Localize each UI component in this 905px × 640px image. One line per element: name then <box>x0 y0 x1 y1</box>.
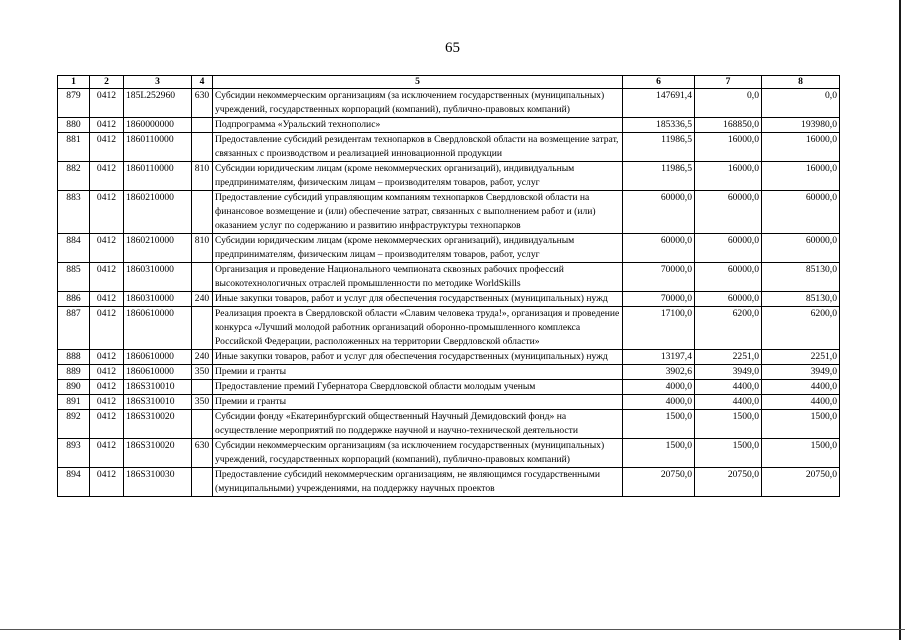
target-article-cell: 1860610000 <box>124 350 192 365</box>
header-row <box>58 76 840 89</box>
amount-year1-cell: 1500,0 <box>623 439 695 468</box>
row-number-cell: 890 <box>58 380 90 395</box>
amount-year2-cell: 1500,0 <box>695 439 762 468</box>
target-article-cell: 186S310010 <box>124 395 192 410</box>
header-cell: 1 <box>58 76 90 89</box>
expense-type-cell: 810 <box>192 162 213 191</box>
expense-type-cell <box>192 118 213 133</box>
target-article-cell: 1860610000 <box>124 307 192 350</box>
expense-type-cell: 240 <box>192 350 213 365</box>
table-row <box>58 133 840 162</box>
amount-year1-cell: 70000,0 <box>623 263 695 292</box>
amount-year3-cell: 3949,0 <box>762 365 840 380</box>
section-code-cell: 0412 <box>90 395 124 410</box>
table-row <box>58 380 840 395</box>
header-cell: 7 <box>695 76 762 89</box>
row-number-cell: 894 <box>58 468 90 497</box>
table-row <box>58 162 840 191</box>
table-row <box>58 395 840 410</box>
section-code-cell: 0412 <box>90 133 124 162</box>
item-name-cell: Реализация проекта в Свердловской области «Славим человека труда!», организация и проведение конкурса «Лучший молодой работник организаций оборонно-промышленного комплекса Российской Федерации, расположенных на территории Свердловской области» <box>213 307 623 350</box>
section-code-cell: 0412 <box>90 89 124 118</box>
amount-year2-cell: 60000,0 <box>695 234 762 263</box>
row-number-cell: 881 <box>58 133 90 162</box>
expense-type-cell <box>192 468 213 497</box>
table-row <box>58 410 840 439</box>
target-article-cell: 186S310020 <box>124 410 192 439</box>
amount-year3-cell: 4400,0 <box>762 380 840 395</box>
expense-type-cell: 630 <box>192 439 213 468</box>
amount-year3-cell: 0,0 <box>762 89 840 118</box>
amount-year2-cell: 16000,0 <box>695 133 762 162</box>
row-number-cell: 886 <box>58 292 90 307</box>
table-row <box>58 89 840 118</box>
section-code-cell: 0412 <box>90 365 124 380</box>
item-name-cell: Премии и гранты <box>213 395 623 410</box>
row-number-cell: 887 <box>58 307 90 350</box>
expense-type-cell: 350 <box>192 395 213 410</box>
section-code-cell: 0412 <box>90 350 124 365</box>
amount-year3-cell: 1500,0 <box>762 410 840 439</box>
amount-year3-cell: 4400,0 <box>762 395 840 410</box>
expense-type-cell <box>192 133 213 162</box>
row-number-cell: 888 <box>58 350 90 365</box>
target-article-cell: 1860110000 <box>124 162 192 191</box>
amount-year3-cell: 60000,0 <box>762 234 840 263</box>
amount-year1-cell: 20750,0 <box>623 468 695 497</box>
item-name-cell: Предоставление субсидий некоммерческим организациям, не являющимся государственными (муниципальными) учреждениями, на поддержку научных проектов <box>213 468 623 497</box>
expense-type-cell: 630 <box>192 89 213 118</box>
item-name-cell: Предоставление субсидий резидентам технопарков в Свердловской области на возмещение затрат, связанных с производством и реализацией инновационной продукции <box>213 133 623 162</box>
amount-year2-cell: 20750,0 <box>695 468 762 497</box>
table-header <box>58 76 840 89</box>
amount-year1-cell: 70000,0 <box>623 292 695 307</box>
amount-year1-cell: 17100,0 <box>623 307 695 350</box>
item-name-cell: Подпрограмма «Уральский технополис» <box>213 118 623 133</box>
amount-year2-cell: 60000,0 <box>695 292 762 307</box>
row-number-cell: 883 <box>58 191 90 234</box>
amount-year3-cell: 16000,0 <box>762 133 840 162</box>
header-cell: 8 <box>762 76 840 89</box>
amount-year2-cell: 60000,0 <box>695 191 762 234</box>
target-article-cell: 186S310030 <box>124 468 192 497</box>
section-code-cell: 0412 <box>90 292 124 307</box>
amount-year3-cell: 2251,0 <box>762 350 840 365</box>
table-row <box>58 439 840 468</box>
amount-year1-cell: 60000,0 <box>623 234 695 263</box>
target-article-cell: 1860310000 <box>124 292 192 307</box>
section-code-cell: 0412 <box>90 307 124 350</box>
row-number-cell: 885 <box>58 263 90 292</box>
amount-year2-cell: 60000,0 <box>695 263 762 292</box>
expense-type-cell: 350 <box>192 365 213 380</box>
section-code-cell: 0412 <box>90 162 124 191</box>
item-name-cell: Субсидии юридическим лицам (кроме некоммерческих организаций), индивидуальным предпринимателям, физическим лицам – производителям товаров, работ, услуг <box>213 234 623 263</box>
item-name-cell: Предоставление субсидий управляющим компаниям технопарков Свердловской области на финансовое возмещение и (или) обеспечение затрат, связанных с выполнением работ и (или) оказанием услуг по содержанию и развитию инфраструктуры технопарков <box>213 191 623 234</box>
amount-year1-cell: 13197,4 <box>623 350 695 365</box>
section-code-cell: 0412 <box>90 234 124 263</box>
amount-year1-cell: 1500,0 <box>623 410 695 439</box>
amount-year1-cell: 11986,5 <box>623 162 695 191</box>
item-name-cell: Премии и гранты <box>213 365 623 380</box>
expense-type-cell <box>192 263 213 292</box>
table-row <box>58 118 840 133</box>
amount-year2-cell: 16000,0 <box>695 162 762 191</box>
target-article-cell: 1860210000 <box>124 191 192 234</box>
amount-year3-cell: 193980,0 <box>762 118 840 133</box>
amount-year2-cell: 4400,0 <box>695 380 762 395</box>
row-number-cell: 884 <box>58 234 90 263</box>
amount-year3-cell: 85130,0 <box>762 263 840 292</box>
item-name-cell: Иные закупки товаров, работ и услуг для обеспечения государственных (муниципальных) нужд <box>213 292 623 307</box>
table-body <box>58 89 840 497</box>
section-code-cell: 0412 <box>90 263 124 292</box>
item-name-cell: Организация и проведение Национального чемпионата сквозных рабочих профессий высокотехнологичных отраслей промышленности по методике WorldSkills <box>213 263 623 292</box>
header-cell: 3 <box>124 76 192 89</box>
amount-year2-cell: 0,0 <box>695 89 762 118</box>
section-code-cell: 0412 <box>90 439 124 468</box>
page-edge-right <box>899 0 901 640</box>
item-name-cell: Субсидии юридическим лицам (кроме некоммерческих организаций), индивидуальным предпринимателям, физическим лицам – производителям товаров, работ, услуг <box>213 162 623 191</box>
table-row <box>58 292 840 307</box>
header-cell: 5 <box>213 76 623 89</box>
row-number-cell: 889 <box>58 365 90 380</box>
page-edge-bottom <box>0 629 905 630</box>
row-number-cell: 893 <box>58 439 90 468</box>
table-row <box>58 234 840 263</box>
section-code-cell: 0412 <box>90 468 124 497</box>
table-row <box>58 350 840 365</box>
page-number: 65 <box>445 40 460 56</box>
section-code-cell: 0412 <box>90 191 124 234</box>
target-article-cell: 185L252960 <box>124 89 192 118</box>
table-row <box>58 191 840 234</box>
expense-type-cell: 240 <box>192 292 213 307</box>
amount-year3-cell: 1500,0 <box>762 439 840 468</box>
row-number-cell: 892 <box>58 410 90 439</box>
item-name-cell: Предоставление премий Губернатора Свердловской области молодым ученым <box>213 380 623 395</box>
amount-year3-cell: 85130,0 <box>762 292 840 307</box>
table-row <box>58 263 840 292</box>
amount-year2-cell: 6200,0 <box>695 307 762 350</box>
section-code-cell: 0412 <box>90 118 124 133</box>
amount-year3-cell: 6200,0 <box>762 307 840 350</box>
amount-year3-cell: 60000,0 <box>762 191 840 234</box>
budget-table <box>57 75 840 497</box>
table-row <box>58 468 840 497</box>
header-cell: 4 <box>192 76 213 89</box>
expense-type-cell <box>192 380 213 395</box>
row-number-cell: 882 <box>58 162 90 191</box>
section-code-cell: 0412 <box>90 380 124 395</box>
table-row <box>58 307 840 350</box>
header-cell: 2 <box>90 76 124 89</box>
amount-year3-cell: 20750,0 <box>762 468 840 497</box>
amount-year2-cell: 1500,0 <box>695 410 762 439</box>
expense-type-cell: 810 <box>192 234 213 263</box>
amount-year1-cell: 4000,0 <box>623 380 695 395</box>
row-number-cell: 880 <box>58 118 90 133</box>
item-name-cell: Субсидии некоммерческим организациям (за исключением государственных (муниципальных) учреждений, государственных корпораций (компаний), публично-правовых компаний) <box>213 439 623 468</box>
amount-year1-cell: 147691,4 <box>623 89 695 118</box>
amount-year2-cell: 168850,0 <box>695 118 762 133</box>
target-article-cell: 1860610000 <box>124 365 192 380</box>
amount-year3-cell: 16000,0 <box>762 162 840 191</box>
header-cell: 6 <box>623 76 695 89</box>
target-article-cell: 1860310000 <box>124 263 192 292</box>
target-article-cell: 1860210000 <box>124 234 192 263</box>
amount-year2-cell: 3949,0 <box>695 365 762 380</box>
row-number-cell: 879 <box>58 89 90 118</box>
item-name-cell: Иные закупки товаров, работ и услуг для обеспечения государственных (муниципальных) нужд <box>213 350 623 365</box>
target-article-cell: 186S310020 <box>124 439 192 468</box>
amount-year1-cell: 4000,0 <box>623 395 695 410</box>
expense-type-cell <box>192 307 213 350</box>
amount-year2-cell: 4400,0 <box>695 395 762 410</box>
row-number-cell: 891 <box>58 395 90 410</box>
expense-type-cell <box>192 191 213 234</box>
amount-year2-cell: 2251,0 <box>695 350 762 365</box>
amount-year1-cell: 3902,6 <box>623 365 695 380</box>
item-name-cell: Субсидии фонду «Екатеринбургский общественный Научный Демидовский фонд» на осуществление мероприятий по поддержке научной и научно-технической деятельности <box>213 410 623 439</box>
amount-year1-cell: 11986,5 <box>623 133 695 162</box>
amount-year1-cell: 185336,5 <box>623 118 695 133</box>
section-code-cell: 0412 <box>90 410 124 439</box>
target-article-cell: 1860110000 <box>124 133 192 162</box>
expense-type-cell <box>192 410 213 439</box>
item-name-cell: Субсидии некоммерческим организациям (за исключением государственных (муниципальных) учреждений, государственных корпораций (компаний), публично-правовых компаний) <box>213 89 623 118</box>
target-article-cell: 186S310010 <box>124 380 192 395</box>
target-article-cell: 1860000000 <box>124 118 192 133</box>
table-row <box>58 365 840 380</box>
amount-year1-cell: 60000,0 <box>623 191 695 234</box>
